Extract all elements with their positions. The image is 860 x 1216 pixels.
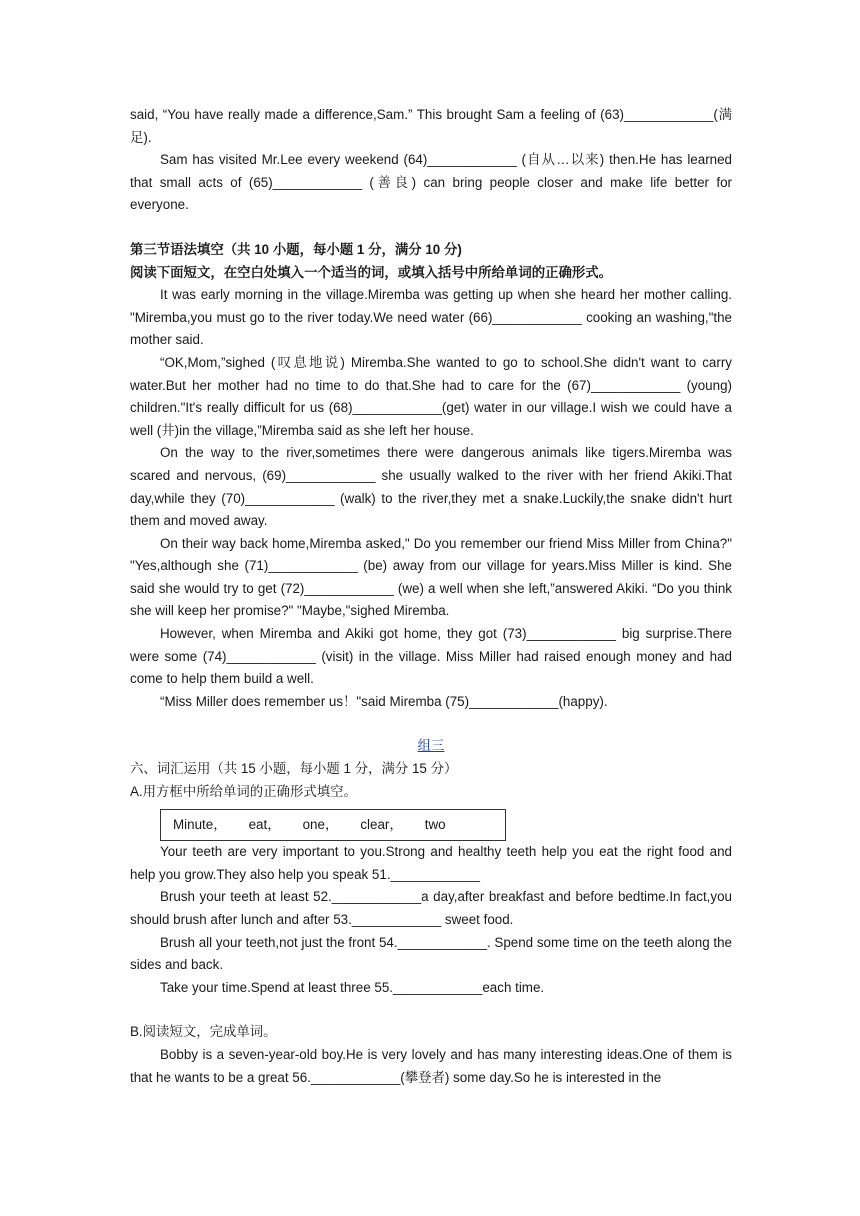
vocab-paragraph: Your teeth are very important to you.Strong and healthy teeth help you eat the right food and help you grow.They also help you speak 51.____________ bbox=[130, 844, 732, 882]
group3-link[interactable]: 组三 bbox=[417, 738, 445, 754]
grammar-paragraph: “OK,Mom,”sighed (叹息地说) Miremba.She wanted to go to school.She didn't want to carry water.But her mother had no time to do that.She had to care for the (67)____________ (young) children."It's really difficult for us (68)____________(get) water in our village.I wish we could have a well (井)in the village,”Miremba said as she left her house. bbox=[130, 354, 732, 438]
partA-instruction: A.用方框中所给单词的正确形式填空。 bbox=[130, 783, 357, 799]
paragraph-64-65: Sam has visited Mr.Lee every weekend (64)____________ (自从…以来) then.He has learned that small acts of (65)____________ (善良) can bring people closer and make life better for everyone. bbox=[130, 152, 732, 213]
partB-instruction: B.阅读短文，完成单词。 bbox=[130, 1024, 277, 1040]
word-box-item: one， bbox=[302, 816, 339, 832]
word-box-item: two bbox=[424, 816, 446, 832]
word-box-item: eat， bbox=[248, 816, 281, 832]
word-box-item: Minute， bbox=[173, 816, 227, 832]
grammar-paragraph: On the way to the river,sometimes there were dangerous animals like tigers.Miremba was scared and nervous, (69)____________ she usually walked to the river with her friend Akiki.That day,while they (70)____________ (walk) to the river,they met a snake.Luckily,the snake didn't hurt them and moved away. bbox=[130, 445, 732, 529]
spacer bbox=[130, 999, 732, 1021]
word-box-item: clear， bbox=[360, 816, 403, 832]
grammar-paragraph: On their way back home,Miremba asked," Do you remember our friend Miss Miller from China?" "Yes,although she (71)____________ (be) away from our village for years.Miss Miller is kind. She said she would try to get (72)____________ (we) a well when she left,”answered Akiki. “Do you think she will keep her promise?" "Maybe,"sighed Miremba. bbox=[130, 535, 732, 619]
partB-paragraph: Bobby is a seven-year-old boy.He is very lovely and has many interesting ideas.One of them is that he wants to be a great 56.____________(攀登者) some day.So he is interested in the bbox=[130, 1046, 732, 1085]
word-box bbox=[160, 809, 506, 841]
spacer bbox=[130, 713, 732, 735]
paragraph-63: said, “You have really made a difference,Sam.” This brought Sam a feeling of (63)____________(满足). bbox=[130, 107, 732, 145]
vocab-paragraph: Brush all your teeth,not just the front 54.____________. Spend some time on the teeth along the sides and back. bbox=[130, 934, 732, 973]
document-page bbox=[130, 104, 732, 1089]
vocab-paragraph: Brush your teeth at least 52.____________a day,after breakfast and before bedtime.In fact,you should brush after lunch and after 53.____________ sweet food. bbox=[130, 889, 732, 927]
section3-heading: 第三节语法填空（共 10 小题，每小题 1 分，满分 10 分) bbox=[130, 241, 462, 257]
grammar-paragraph: It was early morning in the village.Miremba was getting up when she heard her mother calling. "Miremba,you must go to the river today.We need water (66)____________ cooking an washing,"the mother said. bbox=[130, 287, 732, 348]
section3-instruction: 阅读下面短文，在空白处填入一个适当的词，或填入括号中所给单词的正确形式。 bbox=[130, 264, 613, 280]
section6-heading: 六、词汇运用（共 15 小题，每小题 1 分，满分 15 分） bbox=[130, 761, 458, 777]
grammar-paragraph: However, when Miremba and Akiki got home, they got (73)____________ big surprise.There were some (74)____________ (visit) in the village. Miss Miller had raised enough money and had come to help them build a well. bbox=[130, 626, 732, 687]
vocab-paragraph: Take your time.Spend at least three 55.____________each time. bbox=[160, 979, 545, 995]
spacer bbox=[130, 217, 732, 239]
grammar-paragraph: “Miss Miller does remember us！"said Miremba (75)____________(happy). bbox=[160, 693, 608, 709]
